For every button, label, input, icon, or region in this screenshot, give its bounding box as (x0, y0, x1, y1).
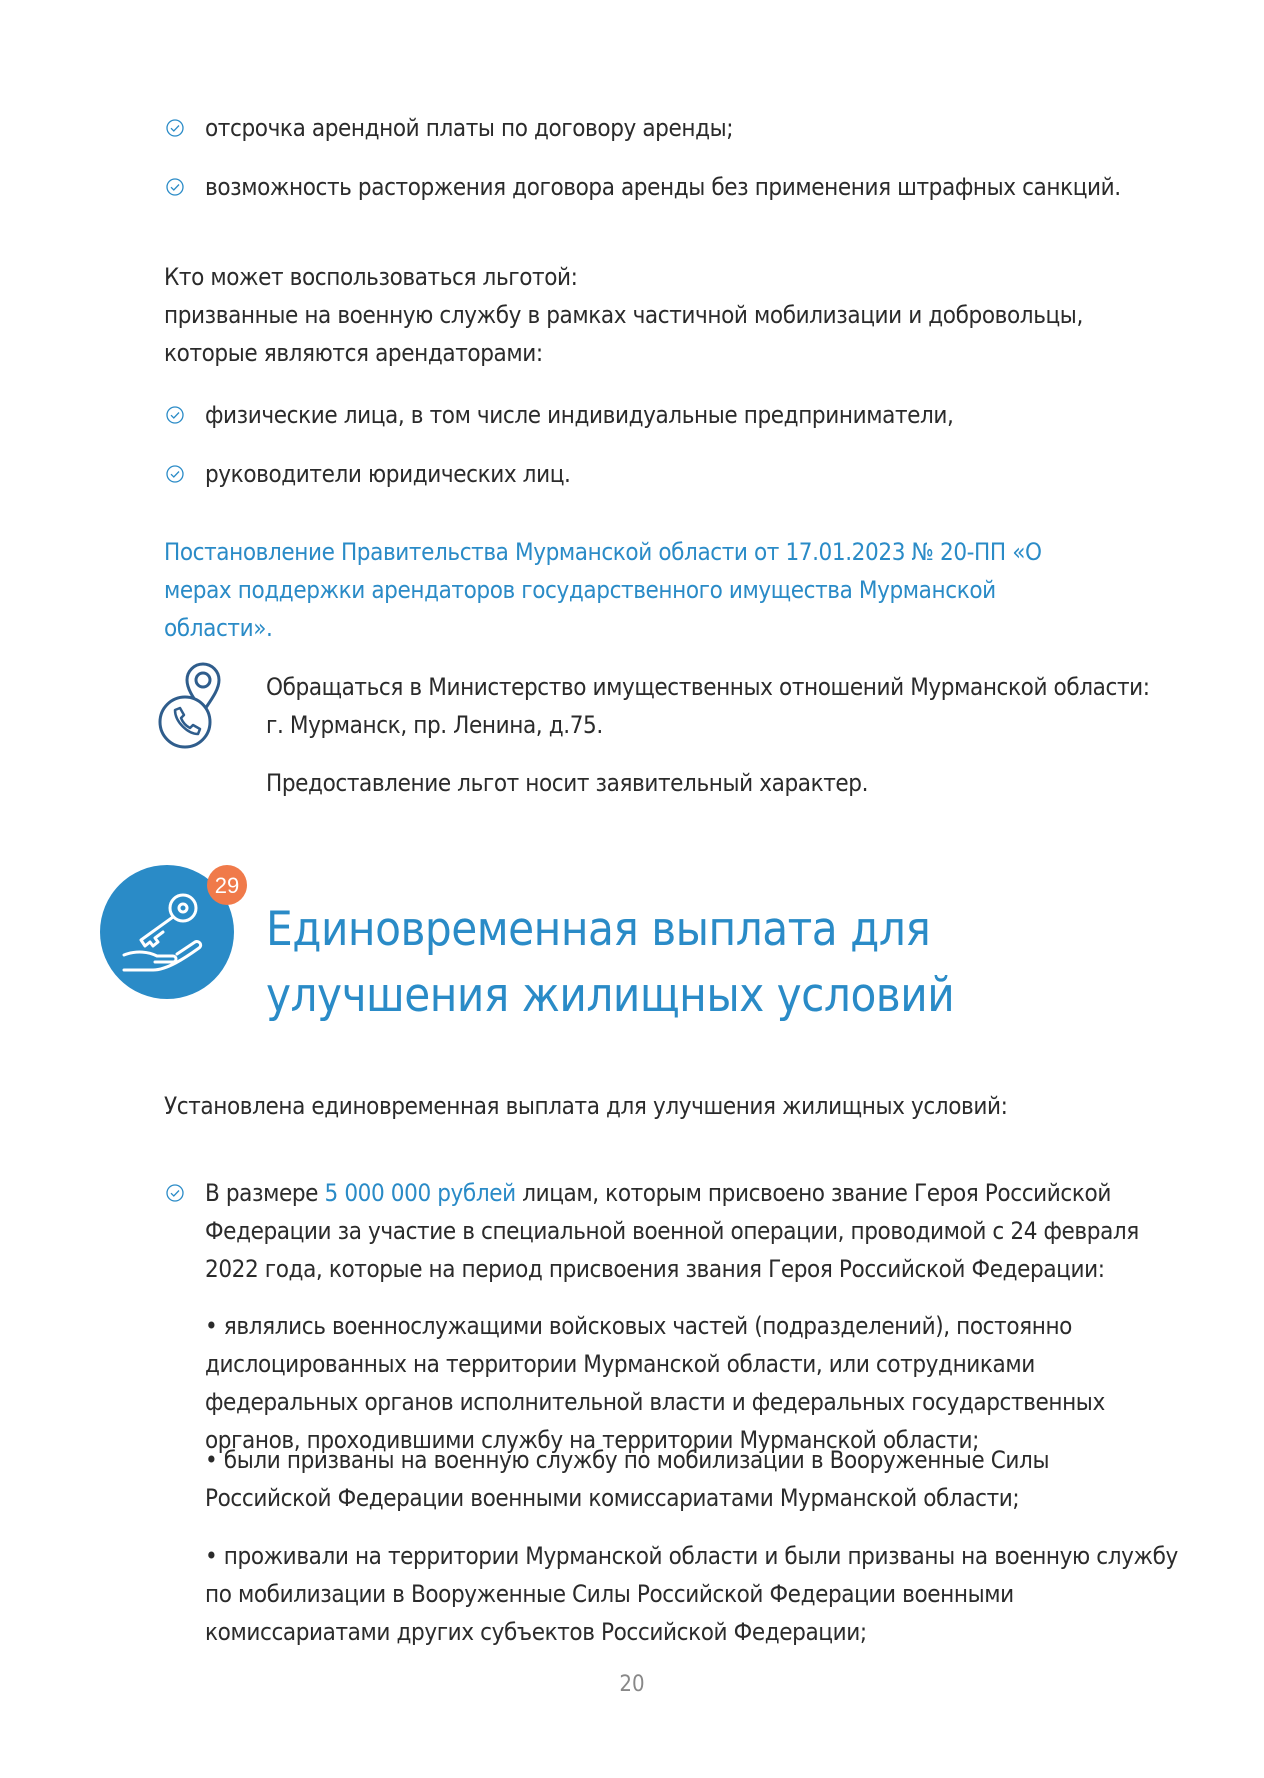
check-circle-icon (165, 464, 185, 484)
main-bullet-rest: лицам, которым присвоено звание Героя Российской Федерации за участие в специальной военной операции, проводимой с 24 февраля 2022 года, которые на период присвоения звания Героя Российской Федерации: (205, 1179, 1139, 1283)
section-title: Единовременная выплата для улучшения жилищных условий (266, 902, 955, 1023)
sub-item-mobilized: • были призваны на военную службу по мобилизации в Вооруженные Силы Российской Федерации военными комиссариатами Мурманской области; (205, 1446, 1050, 1512)
main-bullet (205, 1174, 1165, 1288)
bullet-termination: возможность расторжения договора аренды без применения штрафных санкций. (205, 173, 1121, 201)
sub-item-residents: • проживали на территории Мурманской области и были призваны на военную службу по мобилизации в Вооруженные Силы Российской Федерации военными комиссариатами других субъектов Российской Федерации; (205, 1542, 1178, 1646)
location-phone-icon (155, 650, 235, 750)
main-bullet-prefix: В размере (205, 1179, 325, 1207)
who-text: призванные на военную службу в рамках частичной мобилизации и добровольцы, которые являются арендаторами: (164, 301, 1083, 367)
bullet-heads: руководители юридических лиц. (205, 460, 571, 488)
check-circle-icon (165, 1183, 185, 1203)
contact-note: Предоставление льгот носит заявительный характер. (266, 769, 869, 797)
check-circle-icon (165, 118, 185, 138)
bullet-deferral: отсрочка арендной платы по договору аренды; (205, 114, 734, 142)
intro-text: Установлена единовременная выплата для улучшения жилищных условий: (164, 1092, 1008, 1120)
sub-item-servicemen: • являлись военнослужащими войсковых частей (подразделений), постоянно дислоцированных на территории Мурманской области, или сотрудниками федеральных органов исполнительной власти и федеральных государственных органов, проходившими службу на территории Мурманской области; (205, 1312, 1105, 1454)
contact-address: Обращаться в Министерство имущественных отношений Мурманской области: г. Мурманск, пр. Ленина, д.75. (266, 673, 1150, 739)
bullet-individuals: физические лица, в том числе индивидуальные предприниматели, (205, 401, 954, 429)
check-circle-icon (165, 177, 185, 197)
payment-amount: 5 000 000 рублей (324, 1179, 516, 1207)
who-heading: Кто может воспользоваться льготой: (164, 263, 578, 291)
section-number-badge (206, 864, 248, 906)
section-number: 29 (214, 873, 240, 898)
check-circle-icon (165, 405, 185, 425)
page-number: 20 (619, 1672, 645, 1697)
decree-link[interactable]: Постановление Правительства Мурманской области от 17.01.2023 № 20-ПП «О мерах поддержки арендаторов государственного имущества Мурманской области». (164, 538, 1042, 642)
